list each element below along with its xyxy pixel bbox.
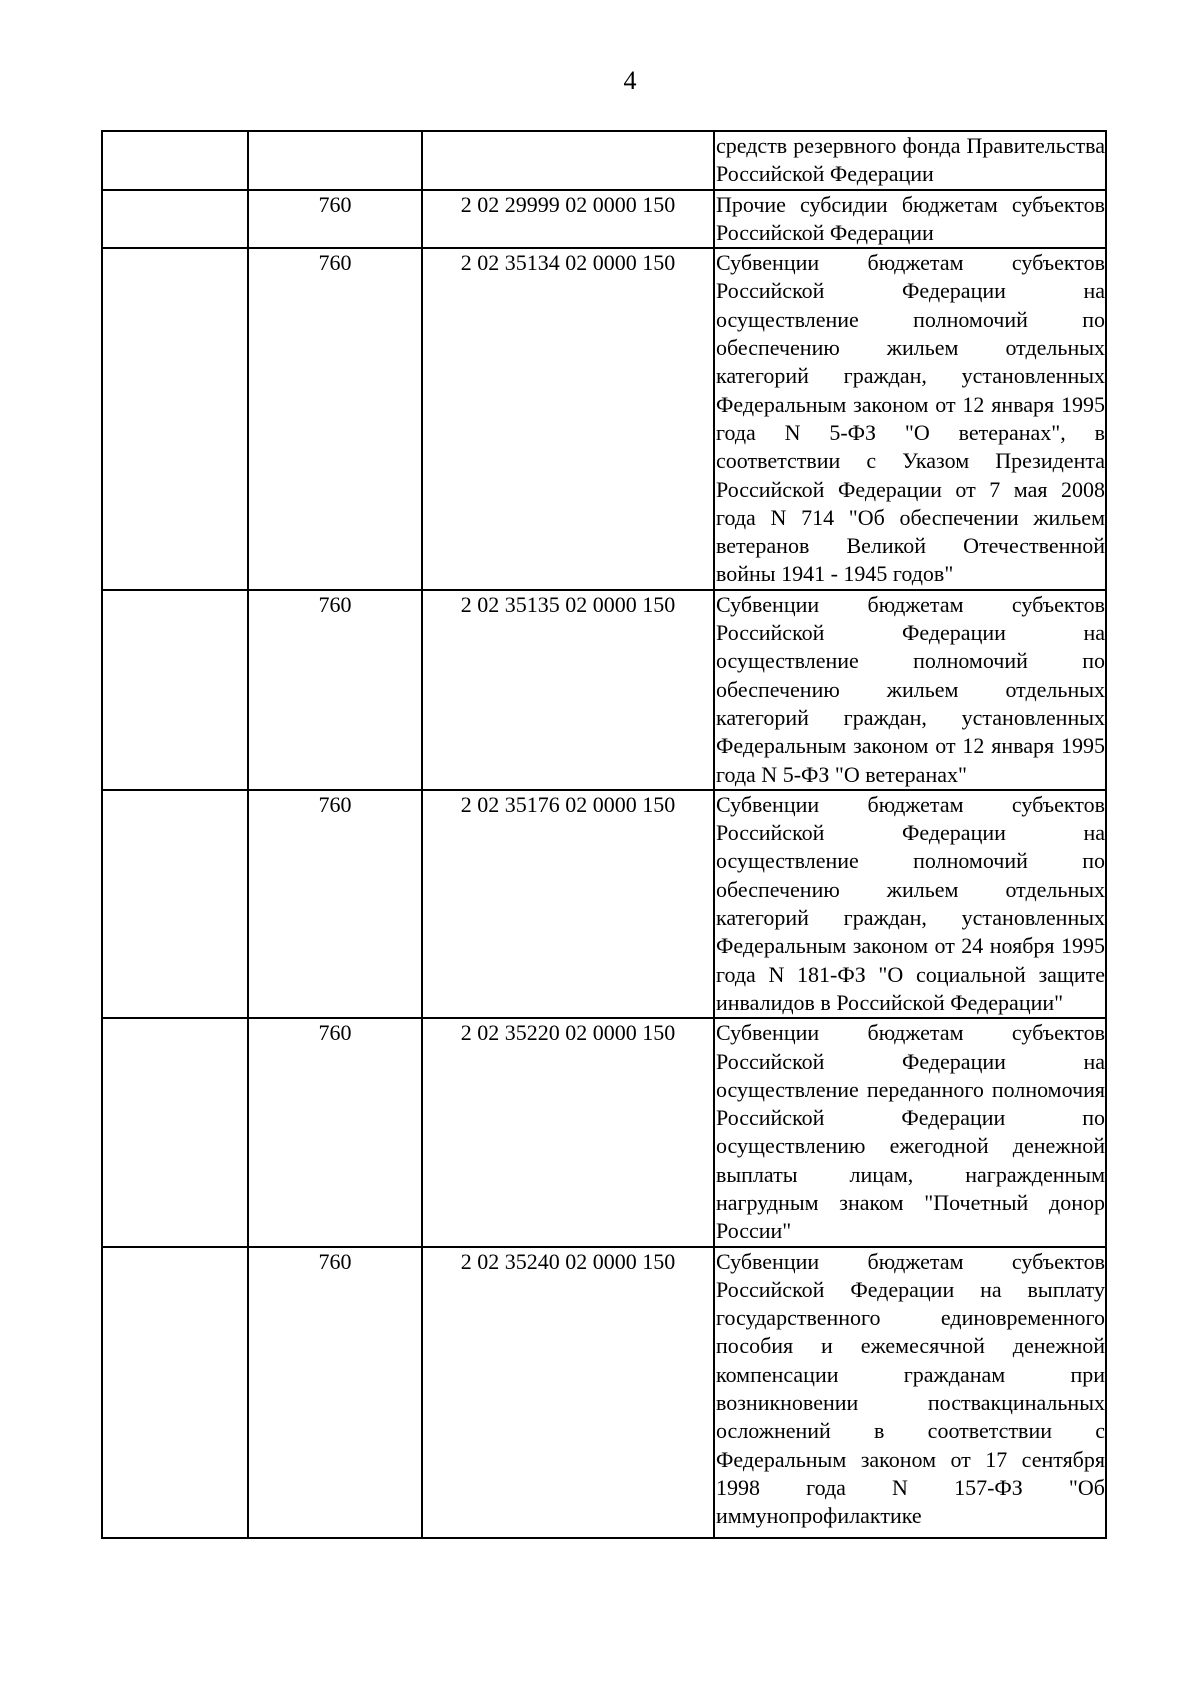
admin-code-cell: 760 bbox=[248, 1247, 422, 1538]
table-row bbox=[102, 790, 1106, 1018]
table-row bbox=[102, 248, 1106, 590]
budget-code-cell: 2 02 35176 02 0000 150 bbox=[422, 790, 714, 1018]
budget-code-cell bbox=[422, 131, 714, 190]
revenue-name-text: Субвенции бюджетам субъектов Российской Федерации на осуществление полномочий по обеспечению жильем отдельных категорий граждан, установленных Федеральным законом от 12 января 1995 года N 5-ФЗ "О ветеранах" bbox=[716, 591, 1105, 787]
empty-cell bbox=[102, 248, 248, 590]
table-row bbox=[102, 1018, 1106, 1246]
admin-code-cell: 760 bbox=[248, 790, 422, 1018]
table-row bbox=[102, 131, 1106, 190]
budget-revenue-table bbox=[101, 130, 1107, 1539]
budget-code-cell: 2 02 35135 02 0000 150 bbox=[422, 590, 714, 790]
admin-code-cell bbox=[248, 131, 422, 190]
admin-code-cell: 760 bbox=[248, 1018, 422, 1246]
revenue-name-text: Субвенции бюджетам субъектов Российской Федерации на осуществление полномочий по обеспечению жильем отдельных категорий граждан, установленных Федеральным законом от 24 ноября 1995 года N 181-ФЗ "О социальной защите инвалидов в Российской Федерации" bbox=[716, 791, 1105, 1015]
budget-code-cell: 2 02 29999 02 0000 150 bbox=[422, 190, 714, 249]
page-number: 4 bbox=[623, 66, 637, 95]
table-row bbox=[102, 590, 1106, 790]
budget-code-cell: 2 02 35134 02 0000 150 bbox=[422, 248, 714, 590]
budget-code-cell: 2 02 35220 02 0000 150 bbox=[422, 1018, 714, 1246]
revenue-name-cell bbox=[714, 1018, 1106, 1246]
revenue-name-cell bbox=[714, 790, 1106, 1018]
empty-cell bbox=[102, 590, 248, 790]
revenue-name-text: Прочие субсидии бюджетам субъектов Российской Федерации bbox=[716, 191, 1105, 245]
revenue-name-cell bbox=[714, 190, 1106, 249]
revenue-name-text: средств резервного фонда Правительства Российской Федерации bbox=[716, 133, 1105, 187]
revenue-name-cell bbox=[714, 131, 1106, 190]
empty-cell bbox=[102, 131, 248, 190]
admin-code-cell: 760 bbox=[248, 590, 422, 790]
revenue-name-text: Субвенции бюджетам субъектов Российской Федерации на осуществление полномочий по обеспечению жильем отдельных категорий граждан, установленных Федеральным законом от 12 января 1995 года N 5-ФЗ "О ветеранах", в соответствии с Указом Президента Российской Федерации от 7 мая 2008 года N 714 "Об обеспечении жильем ветеранов Великой Отечественной войны 1941 - 1945 годов" bbox=[716, 250, 1105, 587]
empty-cell bbox=[102, 790, 248, 1018]
admin-code-cell: 760 bbox=[248, 248, 422, 590]
revenue-name-cell bbox=[714, 248, 1106, 590]
revenue-name-cell bbox=[714, 1247, 1106, 1538]
revenue-name-cell bbox=[714, 590, 1106, 790]
table-row bbox=[102, 190, 1106, 249]
empty-cell bbox=[102, 1247, 248, 1538]
table-row bbox=[102, 1247, 1106, 1538]
revenue-name-text: Субвенции бюджетам субъектов Российской Федерации на выплату государственного единовременного пособия и ежемесячной денежной компенсации гражданам при возникновении поствакцинальных осложнений в соответствии с Федеральным законом от 17 сентября 1998 года N 157-ФЗ "Об иммунопрофилактике bbox=[716, 1248, 1105, 1529]
revenue-name-text: Субвенции бюджетам субъектов Российской Федерации на осуществление переданного полномочия Российской Федерации по осуществлению ежегодной денежной выплаты лицам, награжденным нагрудным знаком "Почетный донор России" bbox=[716, 1020, 1105, 1244]
empty-cell bbox=[102, 1018, 248, 1246]
empty-cell bbox=[102, 190, 248, 249]
admin-code-cell: 760 bbox=[248, 190, 422, 249]
budget-code-cell: 2 02 35240 02 0000 150 bbox=[422, 1247, 714, 1538]
